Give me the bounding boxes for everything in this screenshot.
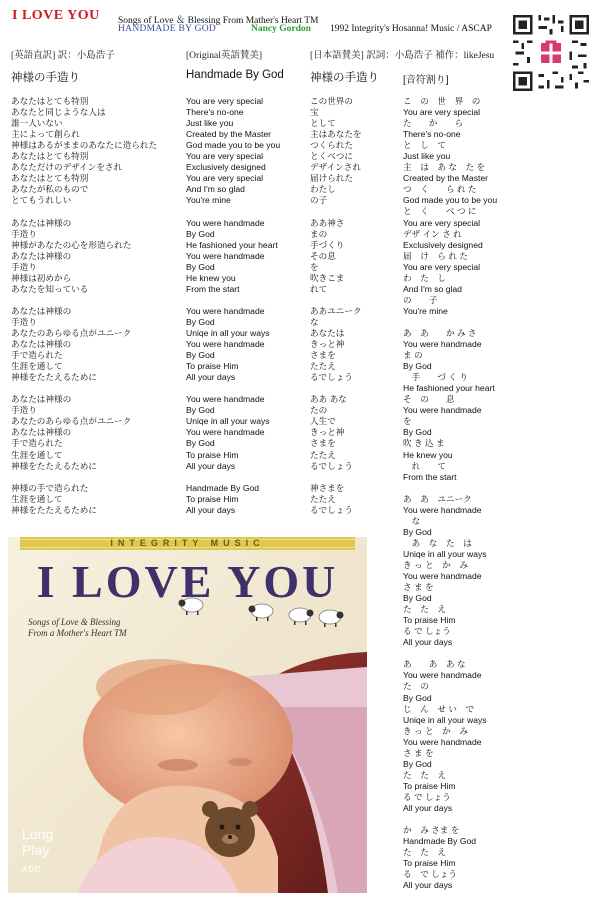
lyric-line: 神様をたたえるために <box>11 504 97 515</box>
lyric-line: あなたと同じような人は <box>11 107 106 118</box>
copyright: 1992 Integrity's Hosanna! Music / ASCAP <box>330 24 492 34</box>
lyric-line: Exclusively designed <box>403 239 483 250</box>
lyric-line: By God <box>403 361 432 372</box>
lyric-line: You were handmade <box>186 250 265 261</box>
lyric-line: ああ あな <box>310 394 347 405</box>
lyric-line: You were handmade <box>186 339 265 350</box>
lyric-line: He knew you <box>403 449 453 460</box>
lyric-line <box>403 814 497 825</box>
lyric-line: He fashioned your heart <box>403 383 495 394</box>
lyric-line: その息 <box>310 250 336 261</box>
album-label: INTEGRITY MUSIC <box>110 538 265 548</box>
lyric-line <box>310 472 362 483</box>
lyric-line: All your days <box>403 803 453 813</box>
lyric-line: た の <box>403 681 429 692</box>
lyric-line: 届 け ら れ た <box>403 250 468 261</box>
lyric-line: He knew you <box>186 272 236 283</box>
format-play: Play <box>22 842 50 858</box>
lyric-line: Uniqe in all your ways <box>403 548 487 559</box>
lyric-line: By God <box>186 316 215 327</box>
qr-code-icon <box>510 12 592 94</box>
lyric-line: To praise Him <box>403 858 456 869</box>
lyric-line: あなたは神様の <box>11 250 72 261</box>
lyric-line: 神さまを <box>310 482 345 493</box>
lyric-line: ああ神さ <box>310 217 345 228</box>
lyric-line: 神様はあるがままのあなたに造られた <box>11 140 158 151</box>
lyric-line: た た え <box>403 769 446 780</box>
col2-heading: [Original英語賛美] <box>186 51 262 61</box>
lyric-line: 神様があなたの心を形造られた <box>11 239 132 250</box>
lyric-line <box>403 648 497 659</box>
col1-lyrics <box>11 96 157 516</box>
lyric-line: All your days <box>403 637 453 648</box>
album-subtitle: Songs of Love ＆ Blessing From Mather's Heart TM <box>118 16 319 26</box>
lyric-line: You are very special <box>186 151 264 162</box>
lyric-line <box>11 295 157 306</box>
lyric-line: You're mine <box>186 195 231 206</box>
lyric-line: From the start <box>403 471 457 482</box>
lyric-line: By God <box>186 438 215 449</box>
lyric-line: 神様をたたえるために <box>11 372 97 383</box>
lyric-line: You are very special <box>186 96 264 106</box>
lyric-line: を <box>310 261 319 272</box>
lyric-line: つ く ら れ た <box>403 184 477 195</box>
lyric-line: 吹 き 込 ま <box>403 438 445 449</box>
lyric-line: Created by the Master <box>403 173 489 184</box>
lyric-line: To praise Him <box>186 361 239 372</box>
lyric-line: か み さま を <box>403 825 460 836</box>
lyric-line: この世界の <box>310 96 353 106</box>
lyric-line <box>186 295 280 306</box>
lyric-line <box>310 295 362 306</box>
lyric-line: さ ま を <box>403 582 434 593</box>
lyric-line: の 子 <box>403 294 438 305</box>
lyric-line: There's no-one <box>403 129 461 140</box>
lyric-line: All your days <box>186 504 236 515</box>
col3-lyrics <box>310 96 362 516</box>
lyric-line: き っ と か み <box>403 559 468 570</box>
lyric-line: 届けられた <box>310 173 353 184</box>
lyric-line: とくべつに <box>310 151 353 162</box>
lyric-line: 手造り <box>11 228 37 239</box>
lyric-line: な <box>310 316 319 327</box>
lyric-line: 手造り <box>11 316 37 327</box>
lyric-line: じ ん せ い で <box>403 703 475 714</box>
lyric-line: He fashioned your heart <box>186 239 278 250</box>
lyric-line: デザ イン さ れ <box>403 228 462 239</box>
lyric-line: 神様は初めから <box>11 272 72 283</box>
lyric-line: By God <box>186 405 215 416</box>
album-cover <box>8 537 367 893</box>
lyric-line: You were handmade <box>403 504 482 515</box>
lyric-line: れて <box>310 283 328 294</box>
lyric-line: Just like you <box>403 151 451 162</box>
lyric-line: There's no-one <box>186 107 244 118</box>
lyric-line: あなたはとても特別 <box>11 151 89 162</box>
lyric-line: And I'm so glad <box>403 283 462 294</box>
lyric-line: た た え <box>403 847 446 858</box>
lyric-line: You were handmade <box>186 394 265 405</box>
lyric-line: 手で造られた <box>11 350 63 361</box>
lyric-line: You were handmade <box>403 405 482 416</box>
lyric-line <box>186 383 280 394</box>
col1-heading: [英語直訳] 訳：小島浩子 <box>11 51 115 61</box>
lyric-line: と し て <box>403 140 446 151</box>
lyric-line: You were handmade <box>403 736 482 747</box>
lyric-line: By God <box>403 526 432 537</box>
lyric-line: Handmade By God <box>186 482 260 493</box>
lyric-line: と く べ つ に <box>403 206 477 217</box>
lyric-line <box>186 206 280 217</box>
lyric-line: God made you to be you <box>186 140 281 151</box>
lyric-line: Handmade By God <box>403 836 477 847</box>
lyric-line: あ あ ユニーク <box>403 493 472 504</box>
lyric-line: Exclusively designed <box>186 162 266 173</box>
lyric-line: れ て <box>403 460 446 471</box>
lyric-line: さまを <box>310 350 336 361</box>
lyric-line: として <box>310 118 336 129</box>
lyric-line: る で しょう <box>403 869 457 880</box>
lyric-line: You are very special <box>403 261 481 272</box>
lyric-line: By God <box>403 692 432 703</box>
lyric-line: 主によって創られ <box>11 129 80 140</box>
lyric-line: God made you to be you <box>403 195 498 206</box>
lyric-line: 生涯を通して <box>11 449 63 460</box>
lyric-line: By God <box>186 261 215 272</box>
lyric-line: You were handmade <box>186 217 265 228</box>
col2-title: Handmade By God <box>186 69 284 81</box>
lyric-line: You were handmade <box>403 670 482 681</box>
author: Nancy Gordon <box>251 24 311 34</box>
col3-title: 神様の手造り <box>310 72 379 84</box>
lyric-line: 吹きこま <box>310 272 345 283</box>
lyric-line: 生涯を通して <box>11 361 63 372</box>
lyric-line: あ あ か み さ <box>403 327 477 338</box>
lyric-line: あなたが私のもので <box>11 184 89 195</box>
lyric-line: あなたは神様の <box>11 339 72 350</box>
lyric-line: あなたは神様の <box>11 217 72 228</box>
lyric-line: You were handmade <box>403 571 482 582</box>
lyric-line: わ た し <box>403 272 446 283</box>
lyric-line: All your days <box>186 460 236 471</box>
album-title: I LOVE YOU <box>36 556 339 607</box>
col3-heading: [日本語賛美] 訳詞：小島浩子 補作：likeJesu <box>310 51 495 61</box>
lyric-line: 手造り <box>11 405 37 416</box>
lyric-line: You are very special <box>403 107 481 118</box>
lyric-line: たたえ <box>310 361 336 372</box>
col1-title: 神様の手造り <box>11 72 80 84</box>
lyric-line: All your days <box>403 880 453 891</box>
lyric-line: You were handmade <box>186 305 265 316</box>
lyric-line: たの <box>310 405 328 416</box>
lyric-line: あなたは神様の <box>11 427 72 438</box>
lyric-line: あなたのあらゆる点がユニーク <box>11 327 132 338</box>
lyric-line: 宝 <box>310 107 319 118</box>
lyric-line: 人生で <box>310 416 336 427</box>
format-long: Long <box>22 826 54 842</box>
lyric-line: きっと神 <box>310 339 345 350</box>
col2-lyrics <box>186 96 280 516</box>
lyric-line: るでしょう <box>310 460 353 471</box>
lyric-line: きっと神 <box>310 427 345 438</box>
lyric-line: To praise Him <box>186 493 239 504</box>
lyric-line: You are very special <box>186 173 264 184</box>
lyric-line: あなたは神様の <box>11 394 72 405</box>
lyric-line: あなただけのデザインをされ <box>11 162 123 173</box>
lyric-line: あなたは <box>310 327 345 338</box>
lyric-line: の子 <box>310 195 328 206</box>
lyric-line <box>186 472 280 483</box>
lyric-line: あ あ あ な <box>403 659 466 670</box>
lyric-line: た か ら <box>403 118 464 129</box>
lyric-line: You're mine <box>403 305 448 316</box>
lyric-line: Created by the Master <box>186 129 272 140</box>
lyric-line: る で しょう <box>403 626 451 637</box>
lyric-line: To praise Him <box>403 780 456 791</box>
lyric-line: By God <box>186 228 215 239</box>
lyric-line: 主 は あ な た を <box>403 162 486 173</box>
lyric-line: Uniqe in all your ways <box>403 714 487 725</box>
lyric-line: And I'm so glad <box>186 184 245 195</box>
lyric-line: 神様をたたえるために <box>11 460 97 471</box>
lyric-line: Just like you <box>186 118 234 129</box>
lyric-line: 誰一人いない <box>11 118 63 129</box>
lyric-line <box>310 206 362 217</box>
lyric-line: 手で造られた <box>11 438 63 449</box>
lyric-line <box>403 317 497 328</box>
lyric-line: そ の 息 <box>403 394 455 405</box>
lyric-line: 神様の手で造られた <box>11 482 89 493</box>
lyric-line: る で しょう <box>403 791 451 802</box>
lyric-line: き っ と か み <box>403 725 468 736</box>
lyric-line: You were handmade <box>186 427 265 438</box>
page-title: I LOVE YOU <box>12 8 100 23</box>
lyric-line: To praise Him <box>403 615 456 626</box>
lyric-line: こ の 世 界 の <box>403 96 481 106</box>
col4-lyrics <box>403 96 497 891</box>
lyric-line: あなたのあらゆる点がユニーク <box>11 416 132 427</box>
lyric-line: た た え <box>403 604 446 615</box>
lyric-line: By God <box>186 350 215 361</box>
lyric-line: Uniqe in all your ways <box>186 416 270 427</box>
lyric-line: あ な た は <box>403 537 472 548</box>
lyric-line: 手づくり <box>310 239 345 250</box>
lyric-line: さ ま を <box>403 747 434 758</box>
lyric-line: あなたを知っている <box>11 283 89 294</box>
lyric-line <box>11 383 157 394</box>
lyric-line: さまを <box>310 438 336 449</box>
album-subtitle-1: Songs of Love & Blessing <box>28 617 121 627</box>
lyric-line: By God <box>403 593 432 604</box>
song-title: HANDMADE BY GOD <box>118 24 217 34</box>
lyric-line: 手 づ く り <box>403 372 468 383</box>
lyric-line: 手造り <box>11 261 37 272</box>
album-subtitle-2: From a Mother's Heart TM <box>28 628 127 638</box>
lyric-line: By God <box>403 758 432 769</box>
lyric-line: 生涯を通して <box>11 493 63 504</box>
lyric-line: あなたはとても特別 <box>11 173 89 184</box>
lyric-line: わたし <box>310 184 336 195</box>
lyric-line: You are very special <box>403 217 481 228</box>
lyric-line <box>310 383 362 394</box>
lyric-line: デザインされ <box>310 162 361 173</box>
lyric-line: るでしょう <box>310 372 353 383</box>
lyric-line: るでしょう <box>310 504 353 515</box>
lyric-line: All your days <box>186 372 236 383</box>
lyric-line: 主はあなたを <box>310 129 362 140</box>
lyric-line: Uniqe in all your ways <box>186 327 270 338</box>
lyric-line: あなたはとても特別 <box>11 96 89 106</box>
lyric-line: From the start <box>186 283 240 294</box>
lyric-line: つくられた <box>310 140 353 151</box>
format-add: ADD <box>22 865 42 874</box>
lyric-line: を <box>403 416 412 427</box>
lyric-line <box>403 483 497 494</box>
lyric-line: たたえ <box>310 493 336 504</box>
lyric-line <box>11 472 157 483</box>
lyric-line: ああユニーク <box>310 305 362 316</box>
col4-title: [音符割り] <box>403 75 449 86</box>
lyric-line: You were handmade <box>403 339 482 350</box>
lyric-line: たたえ <box>310 449 336 460</box>
lyric-line: To praise Him <box>186 449 239 460</box>
lyric-line: ま の <box>403 350 423 361</box>
lyric-line: とてもうれしい <box>11 195 72 206</box>
lyric-line: By God <box>403 427 432 438</box>
lyric-line: あなたは神様の <box>11 305 72 316</box>
lyric-line <box>11 206 157 217</box>
lyric-line: まの <box>310 228 328 239</box>
lyric-line: な <box>403 515 421 526</box>
